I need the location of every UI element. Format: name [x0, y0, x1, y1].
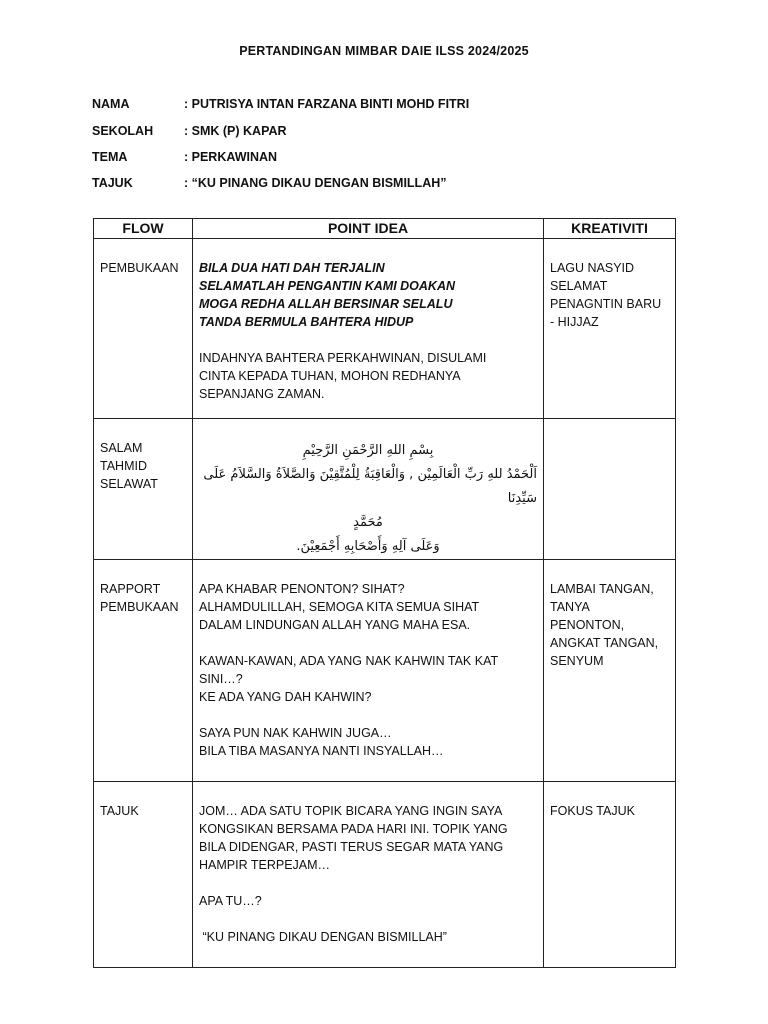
idea-line: BILA TIBA MASANYA NANTI INSYALLAH…: [199, 744, 444, 758]
speech-plan-table: [93, 218, 676, 968]
kreativiti-line: PENONTON,: [550, 618, 625, 632]
idea-line: DALAM LINDUNGAN ALLAH YANG MAHA ESA.: [199, 618, 471, 632]
info-value: : PUTRISYA INTAN FARZANA BINTI MOHD FITRI: [184, 97, 470, 111]
header-kreativiti: KREATIVITI: [544, 219, 676, 239]
idea-line: HAMPIR TERPEJAM…: [199, 858, 331, 872]
table-header-row: [94, 219, 676, 239]
info-value: : SMK (P) KAPAR: [184, 124, 287, 138]
verse-line: SELAMATLAH PENGANTIN KAMI DOAKAN: [199, 279, 456, 293]
arabic-line: مُحَمَّدٍ: [353, 515, 383, 530]
arabic-line: اَلْحَمْدُ للهِ رَبِّ الْعَالَمِيْن , وَالْعَاقِبَةُ لِلْمُتَّقِيْنَ وَالصَّلاَةُ وَالسَّلاَمُ عَلَى سَيِّدِنَا: [203, 467, 537, 506]
info-label: TEMA: [92, 150, 128, 164]
kreativiti-line: ANGKAT TANGAN,: [550, 636, 659, 650]
idea-line: JOM… ADA SATU TOPIK BICARA YANG INGIN SAYA: [199, 804, 503, 818]
table-row: [94, 560, 676, 782]
idea-line: BILA DIDENGAR, PASTI TERUS SEGAR MATA YANG: [199, 840, 504, 854]
flow-cell: [94, 419, 193, 560]
idea-line: APA TU…?: [199, 894, 262, 908]
kreativiti-line: TANYA: [550, 600, 590, 614]
info-row-tajuk: [92, 176, 447, 190]
arabic-line: وَعَلَى آلِهِ وَأَصْحَابِهِ أَجْمَعِيْنَ.: [296, 539, 440, 554]
idea-cell: [193, 560, 544, 782]
flow-label: SALAM: [100, 441, 143, 455]
idea-line: CINTA KEPADA TUHAN, MOHON REDHANYA: [199, 369, 461, 383]
flow-label: TAJUK: [100, 804, 139, 818]
info-row-tema: [92, 150, 277, 164]
idea-line: APA KHABAR PENONTON? SIHAT?: [199, 582, 405, 596]
table-row: [94, 239, 676, 419]
idea-line: SAYA PUN NAK KAHWIN JUGA…: [199, 726, 392, 740]
page-title: PERTANDINGAN MIMBAR DAIE ILSS 2024/2025: [239, 44, 529, 58]
verse-line: TANDA BERMULA BAHTERA HIDUP: [199, 315, 414, 329]
flow-label: PEMBUKAAN: [100, 261, 179, 275]
flow-cell: [94, 560, 193, 782]
info-label: SEKOLAH: [92, 124, 154, 138]
header-flow: FLOW: [94, 219, 193, 239]
verse-line: MOGA REDHA ALLAH BERSINAR SELALU: [199, 297, 453, 311]
idea-line: KAWAN-KAWAN, ADA YANG NAK KAHWIN TAK KAT: [199, 654, 499, 668]
idea-line: ALHAMDULILLAH, SEMOGA KITA SEMUA SIHAT: [199, 600, 480, 614]
info-label: TAJUK: [92, 176, 133, 190]
verse-line: BILA DUA HATI DAH TERJALIN: [199, 261, 385, 275]
flow-label: SELAWAT: [100, 477, 158, 491]
table-row: [94, 782, 676, 968]
kreativiti-cell: [544, 782, 676, 968]
idea-cell: [193, 782, 544, 968]
kreativiti-line: SENYUM: [550, 654, 604, 668]
kreativiti-cell: [544, 560, 676, 782]
idea-line: INDAHNYA BAHTERA PERKAHWINAN, DISULAMI: [199, 351, 487, 365]
idea-cell: [193, 239, 544, 419]
arabic-cell: [193, 419, 544, 560]
info-value: : “KU PINANG DIKAU DENGAN BISMILLAH”: [184, 176, 447, 190]
idea-line: “KU PINANG DIKAU DENGAN BISMILLAH”: [199, 930, 447, 944]
table-row: [94, 419, 676, 560]
kreativiti-line: - HIJJAZ: [550, 315, 599, 329]
flow-cell: [94, 239, 193, 419]
kreativiti-cell: [544, 239, 676, 419]
idea-line: SINI…?: [199, 672, 243, 686]
arabic-line: بِسْمِ اللهِ الرَّحْمَنِ الرَّحِيْمِ: [302, 443, 434, 458]
flow-label: PEMBUKAAN: [100, 600, 179, 614]
info-label: NAMA: [92, 97, 130, 111]
info-value: : PERKAWINAN: [184, 150, 278, 164]
kreativiti-line: PENAGNTIN BARU: [550, 297, 662, 311]
idea-line: SEPANJANG ZAMAN.: [199, 387, 325, 401]
kreativiti-line: LAGU NASYID: [550, 261, 635, 275]
flow-cell: [94, 782, 193, 968]
info-row-sekolah: [92, 124, 287, 138]
kreativiti-cell: [544, 419, 676, 560]
flow-label: TAHMID: [100, 459, 147, 473]
header-point-idea: POINT IDEA: [193, 219, 544, 239]
flow-label: RAPPORT: [100, 582, 161, 596]
kreativiti-line: LAMBAI TANGAN,: [550, 582, 654, 596]
info-row-nama: [92, 97, 469, 111]
kreativiti-line: FOKUS TAJUK: [550, 804, 635, 818]
idea-line: KONGSIKAN BERSAMA PADA HARI INI. TOPIK YANG: [199, 822, 508, 836]
idea-line: KE ADA YANG DAH KAHWIN?: [199, 690, 372, 704]
kreativiti-line: SELAMAT: [550, 279, 608, 293]
